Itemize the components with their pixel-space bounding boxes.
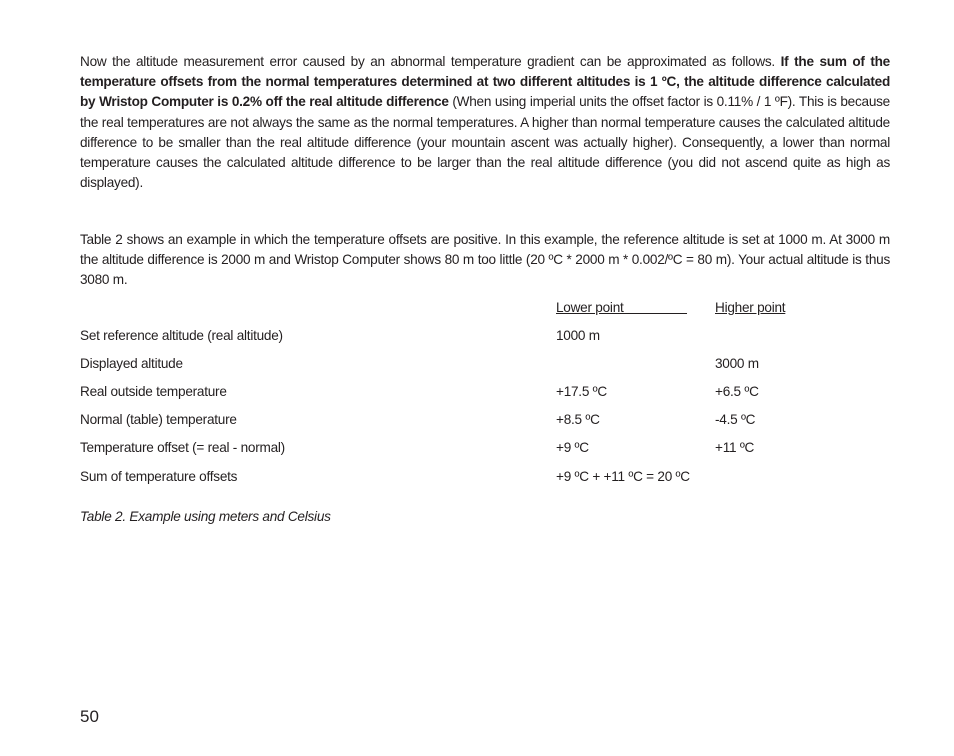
table-cell-higher: +11 ºC xyxy=(715,440,755,455)
paragraph-table-intro: Table 2 shows an example in which the temperature offsets are positive. In this example, the reference altitude is set at 1000 m. At 3000 m the altitude difference is 2000 m and Wristop Computer shows 80 m too little (20 ºC * 2000 m * 0.002/ºC = 80 m). Your actual altitude is thus 3080 m. xyxy=(80,232,890,288)
paragraph-text-intro: Now the altitude measurement error caused by an abnormal temperature gradient can be approximated as follows. xyxy=(80,54,781,69)
table-cell-lower: 1000 m xyxy=(556,328,600,343)
table-cell-higher: -4.5 ºC xyxy=(715,412,756,427)
table-caption: Table 2. Example using meters and Celsius xyxy=(80,509,331,524)
table-row-label: Normal (table) temperature xyxy=(80,412,237,427)
table-cell-lower: +8.5 ºC xyxy=(556,412,600,427)
paragraph-altitude-error xyxy=(80,52,890,193)
table-header-higher-point: Higher point xyxy=(715,300,786,315)
paragraph-text-bold: If the sum of the temperature offsets from the normal temperatures determined at two different altitudes is 1 ºC, the altitude difference calculated by Wristop Computer is 0.2% off the real altitude difference xyxy=(80,54,890,110)
table-cell-lower: +9 ºC xyxy=(556,440,589,455)
table-row-label: Sum of temperature offsets xyxy=(80,469,238,484)
table-cell-lower: +9 ºC + +11 ºC = 20 ºC xyxy=(556,469,690,484)
table-row-label: Real outside temperature xyxy=(80,384,227,399)
table-row xyxy=(0,467,954,487)
table-row-label: Temperature offset (= real - normal) xyxy=(80,440,285,455)
table-row xyxy=(0,382,954,402)
table-row-label: Set reference altitude (real altitude) xyxy=(80,328,283,343)
table-row xyxy=(0,354,954,374)
paragraph-text-rest: (When using imperial units the offset factor is 0.11% / 1 ºF). This is because the real temperatures are not always the same as the normal temperatures. A higher than normal temperature causes the calculated altitude difference to be smaller than the real altitude difference (your mountain ascent was actually higher). Consequently, a lower than normal temperature causes the calculated altitude difference to be larger than the real altitude difference (you did not ascend quite as high as displayed). xyxy=(80,94,890,191)
table-row xyxy=(0,410,954,430)
table-cell-lower: +17.5 ºC xyxy=(556,384,607,399)
table-row xyxy=(0,438,954,458)
page-number: 50 xyxy=(80,707,99,726)
table-row-label: Displayed altitude xyxy=(80,356,183,371)
table-cell-higher: 3000 m xyxy=(715,356,759,371)
table-header-lower-point: Lower point xyxy=(556,300,688,315)
table-row xyxy=(0,326,954,346)
table-cell-higher: +6.5 ºC xyxy=(715,384,759,399)
